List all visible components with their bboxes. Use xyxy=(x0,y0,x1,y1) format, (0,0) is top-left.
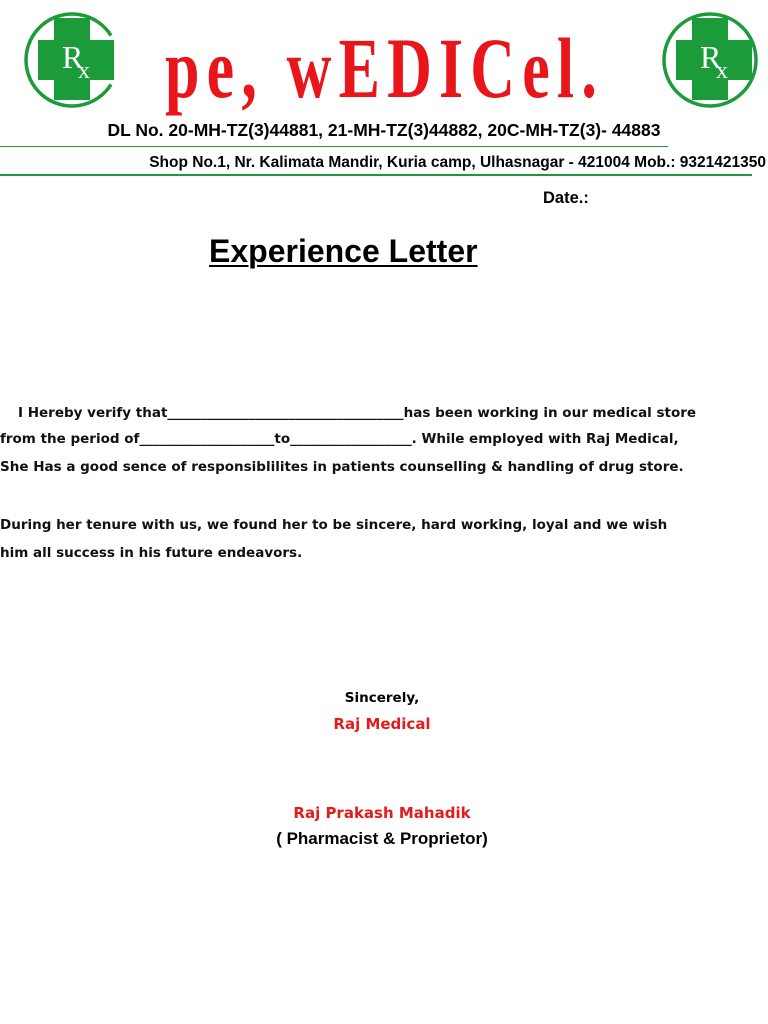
date-label: Date.: xyxy=(543,189,589,207)
logo-letter-r: R xyxy=(62,39,84,75)
letter-heading: Experience Letter xyxy=(209,233,478,269)
logo-letter-x: x xyxy=(78,58,90,84)
logo-letter-x: x xyxy=(716,58,728,84)
body-line: I Hereby verify that___________________________________has been working in our medical store xyxy=(18,405,697,421)
signatory-name: Raj Prakash Mahadik xyxy=(293,804,471,822)
company-name: Raj Medical xyxy=(333,715,431,733)
body-line: from the period of____________________to__________________. While employed with Raj Medical, xyxy=(0,431,679,447)
body-line: him all success in his future endeavors. xyxy=(0,545,303,561)
rx-logo-left xyxy=(22,10,122,110)
body-line: She Has a good sence of responsiblilites in patients counselling & handling of drug store. xyxy=(0,459,684,475)
store-address: Shop No.1, Nr. Kalimata Mandir, Kuria camp, Ulhasnagar - 421004 Mob.: 9321421350 xyxy=(149,154,766,171)
body-line: During her tenure with us, we found her to be sincere, hard working, loyal and we wish xyxy=(0,517,668,533)
rx-logo-right xyxy=(660,10,760,110)
drug-license-numbers: DL No. 20-MH-TZ(3)44881, 21-MH-TZ(3)44882, 20C-MH-TZ(3)- 44883 xyxy=(107,120,661,140)
green-divider-bottom xyxy=(0,174,752,176)
signatory-designation: ( Pharmacist & Proprietor) xyxy=(276,829,488,848)
logo-letter-r: R xyxy=(700,39,722,75)
closing-salutation: Sincerely, xyxy=(344,690,420,706)
green-divider-top xyxy=(0,146,668,147)
store-name: pe, wEDICel. xyxy=(165,20,604,116)
